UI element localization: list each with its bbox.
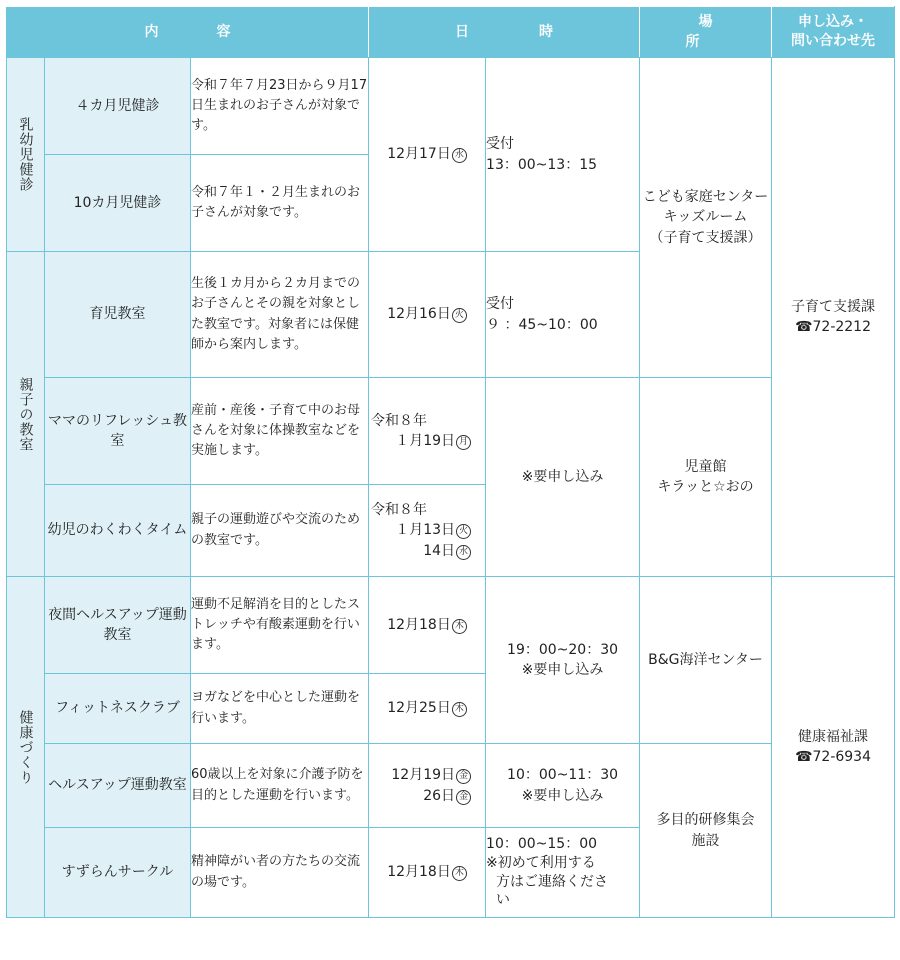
row-name: ママのリフレッシュ教室 — [45, 378, 191, 485]
row-time: 10：00~11：30 ※要申し込み — [486, 744, 640, 828]
weekday-badge: 金 — [456, 790, 471, 805]
row-desc: 生後１カ月から２カ月までのお子さんとその親を対象とした教室です。対象者には保健師から案内します。 — [191, 252, 369, 378]
category-health: 健康づくり — [7, 577, 45, 918]
header-row — [7, 7, 895, 58]
row-name: ヘルスアップ運動教室 — [45, 744, 191, 828]
row-name: 10カ月児健診 — [45, 155, 191, 252]
row-desc: 産前・産後・子育て中のお母さんを対象に体操教室などを実施します。 — [191, 378, 369, 485]
row-desc: 精神障がい者の方たちの交流の場です。 — [191, 828, 369, 918]
row-name: 夜間ヘルスアップ運動教室 — [45, 577, 191, 674]
weekday-badge: 月 — [456, 435, 471, 450]
row-desc: 親子の運動遊びや交流のための教室です。 — [191, 485, 369, 577]
row-desc: 60歳以上を対象に介護予防を目的とした運動を行います。 — [191, 744, 369, 828]
weekday-badge: 木 — [452, 619, 467, 634]
row-desc: 令和７年１・２月生まれのお子さんが対象です。 — [191, 155, 369, 252]
table-row — [7, 577, 895, 674]
header-place: 場 所 — [640, 7, 772, 58]
category-infant: 乳幼児健診 — [7, 58, 45, 252]
table-row — [7, 744, 895, 828]
weekday-badge: 金 — [456, 769, 471, 784]
infant-place: こども家庭センター キッズルーム （子育て支援課） — [640, 58, 772, 378]
row-date: 12月25日 木 — [369, 674, 486, 744]
infant-date: 12月17日 水 — [369, 58, 486, 252]
row-name: フィットネスクラブ — [45, 674, 191, 744]
infant-time: 受付 13：00~13：15 — [486, 58, 640, 252]
row-name: 幼児のわくわくタイム — [45, 485, 191, 577]
row-date: 12月18日 木 — [369, 828, 486, 918]
weekday-badge: 火 — [452, 308, 467, 323]
weekday-badge: 水 — [452, 148, 467, 163]
row-time: 受付 ９ ：45~10：00 — [486, 252, 640, 378]
row-name: すずらんサークル — [45, 828, 191, 918]
row-name: ４カ月児健診 — [45, 58, 191, 155]
row-name: 育児教室 — [45, 252, 191, 378]
schedule-table — [6, 6, 895, 918]
weekday-badge: 木 — [452, 702, 467, 717]
row-date: 12月16日 火 — [369, 252, 486, 378]
header-content: 内 容 — [7, 7, 369, 58]
health-contact: 健康福祉課 ☎72-6934 — [772, 577, 895, 918]
row-desc: 運動不足解消を目的としたストレッチや有酸素運動を行います。 — [191, 577, 369, 674]
weekday-badge: 水 — [456, 545, 471, 560]
header-datetime: 日 時 — [369, 7, 640, 58]
category-parent-child: 親子の教室 — [7, 252, 45, 577]
multi-place: 多目的研修集会 施設 — [640, 744, 772, 918]
weekday-badge: 火 — [456, 524, 471, 539]
row-desc: ヨガなどを中心とした運動を行います。 — [191, 674, 369, 744]
evening-time: 19：00~20：30 ※要申し込み — [486, 577, 640, 744]
row-date: 令和８年 １月19日 月 — [369, 378, 486, 485]
weekday-badge: 木 — [452, 866, 467, 881]
row-desc: 令和７年７月23日から９月17日生まれのお子さんが対象です。 — [191, 58, 369, 155]
row-date: 12月19日 金 26日 金 — [369, 744, 486, 828]
bg-place: B&G海洋センター — [640, 577, 772, 744]
row-time: 10：00~15：00 ※初めて利用する 方はご連絡くださ い — [486, 828, 640, 918]
header-contact: 申し込み・ 問い合わせ先 — [772, 7, 895, 58]
table-row — [7, 378, 895, 485]
parent-contact: 子育て支援課 ☎72-2212 — [772, 58, 895, 577]
parent-time: ※要申し込み — [486, 378, 640, 577]
table-row — [7, 58, 895, 155]
row-date: 令和８年 １月13日 火 14日 水 — [369, 485, 486, 577]
row-date: 12月18日 木 — [369, 577, 486, 674]
parent-place: 児童館 キラッと☆おの — [640, 378, 772, 577]
